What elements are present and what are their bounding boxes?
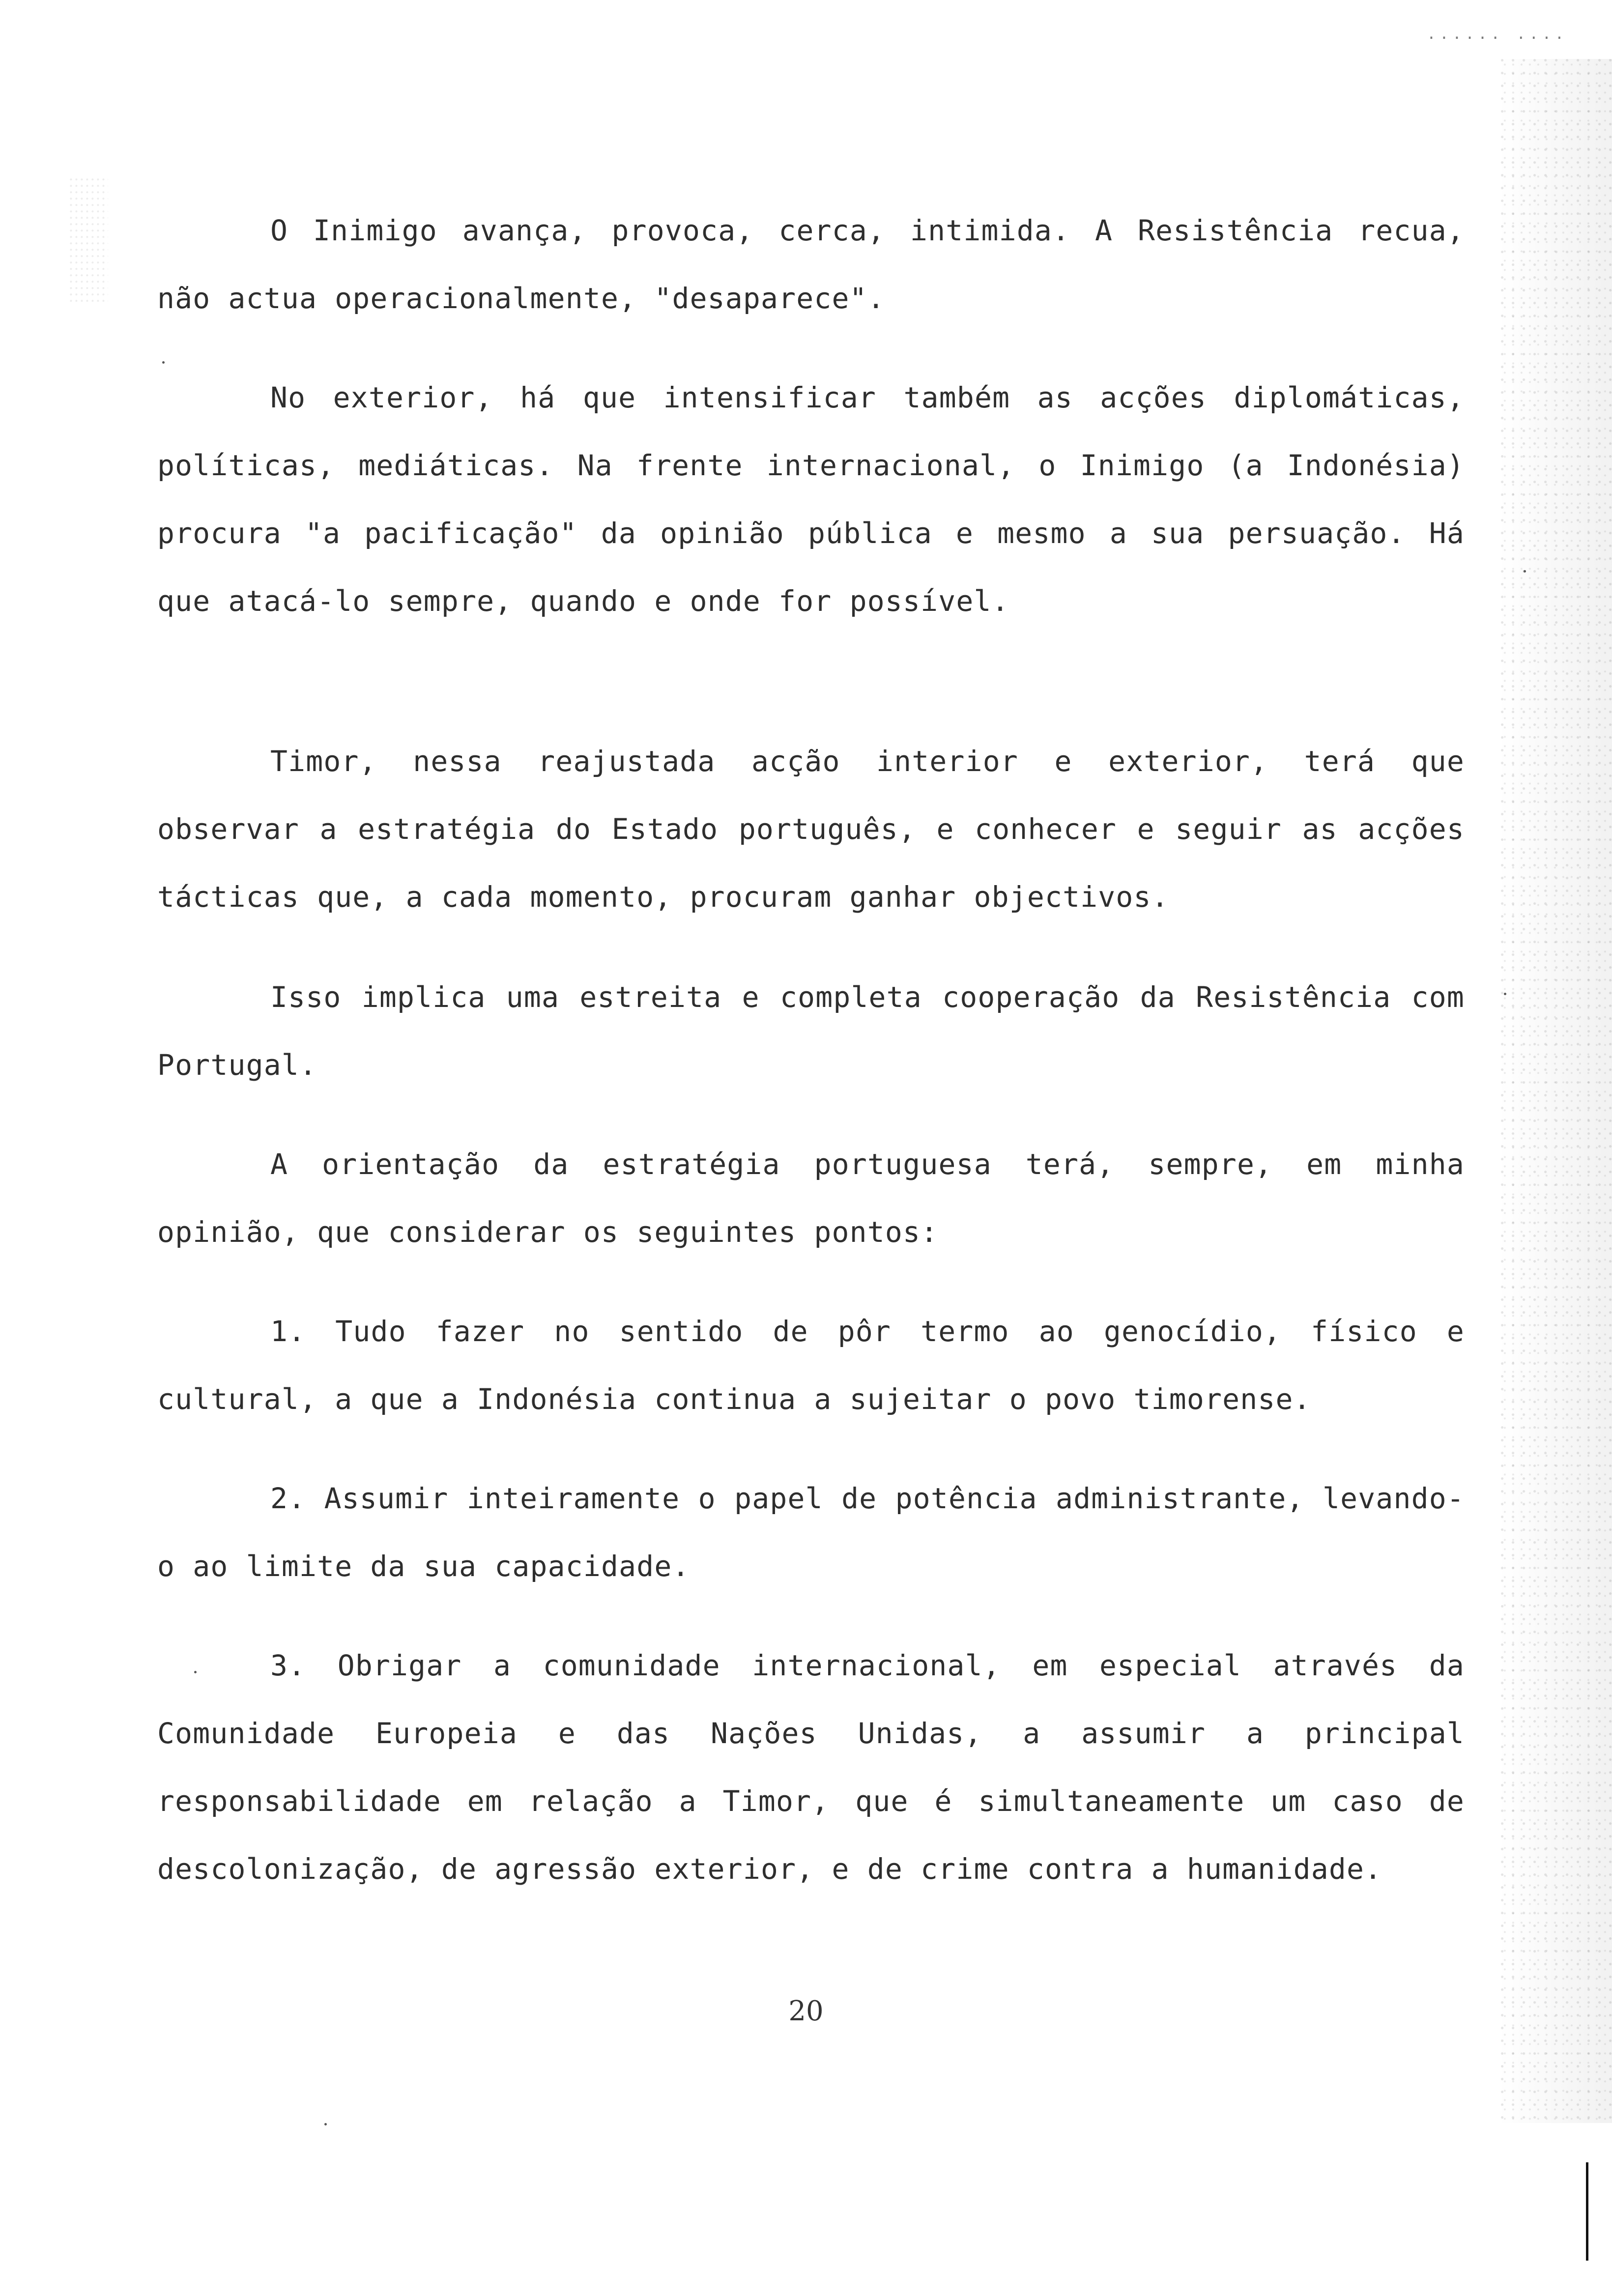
paragraph-4: Isso implica uma estreita e completa cooperação da Resistência com Portugal.: [157, 980, 1465, 1082]
scan-noise-left: [69, 177, 108, 305]
list-item-2: 2. Assumir inteiramente o papel de potência administrante, levando-o ao limite da sua capacidade.: [157, 1482, 1465, 1583]
paragraph-3: Timor, nessa reajustada acção interior e exterior, terá que observar a estratégia do Estado português, e conhecer e seguir as acções tácticas que, a cada momento, procuram ganhar objectivos.: [157, 745, 1465, 914]
list-item-1: 1. Tudo fazer no sentido de pôr termo ao genocídio, físico e cultural, a que a Indonésia continua a sujeitar o povo timorense.: [157, 1315, 1465, 1416]
scan-speck: [162, 361, 165, 364]
edge-bar: [1586, 2162, 1588, 2261]
page-number: 20: [788, 1995, 824, 2027]
scan-speck: [1504, 993, 1506, 995]
scan-speck: [324, 2123, 327, 2125]
paragraph-2: No exterior, há que intensificar também as acções diplomáticas, políticas, mediáticas. Na frente internacional, o Inimigo (a Indonésia) procura "a pacificação" da opinião pública e mesmo a sua persuação. Há que atacá-lo sempre, quando e onde for possível.: [157, 381, 1465, 618]
scan-noise: [1499, 59, 1612, 2123]
scan-speck: [194, 1671, 197, 1673]
header-mark: ...... ....: [1427, 26, 1568, 43]
paragraph-1: O Inimigo avança, provoca, cerca, intimida. A Resistência recua, não actua operacionalmente, "desaparece".: [157, 214, 1465, 315]
scan-speck: [1524, 570, 1526, 573]
list-item-3: 3. Obrigar a comunidade internacional, em especial através da Comunidade Europeia e das Nações Unidas, a assumir a principal responsabilidade em relação a Timor, que é simultaneamente um caso de descolonização, de agressão exterior, e de crime contra a humanidade.: [157, 1649, 1465, 1886]
paragraph-5: A orientação da estratégia portuguesa terá, sempre, em minha opinião, que considerar os seguintes pontos:: [157, 1148, 1465, 1249]
